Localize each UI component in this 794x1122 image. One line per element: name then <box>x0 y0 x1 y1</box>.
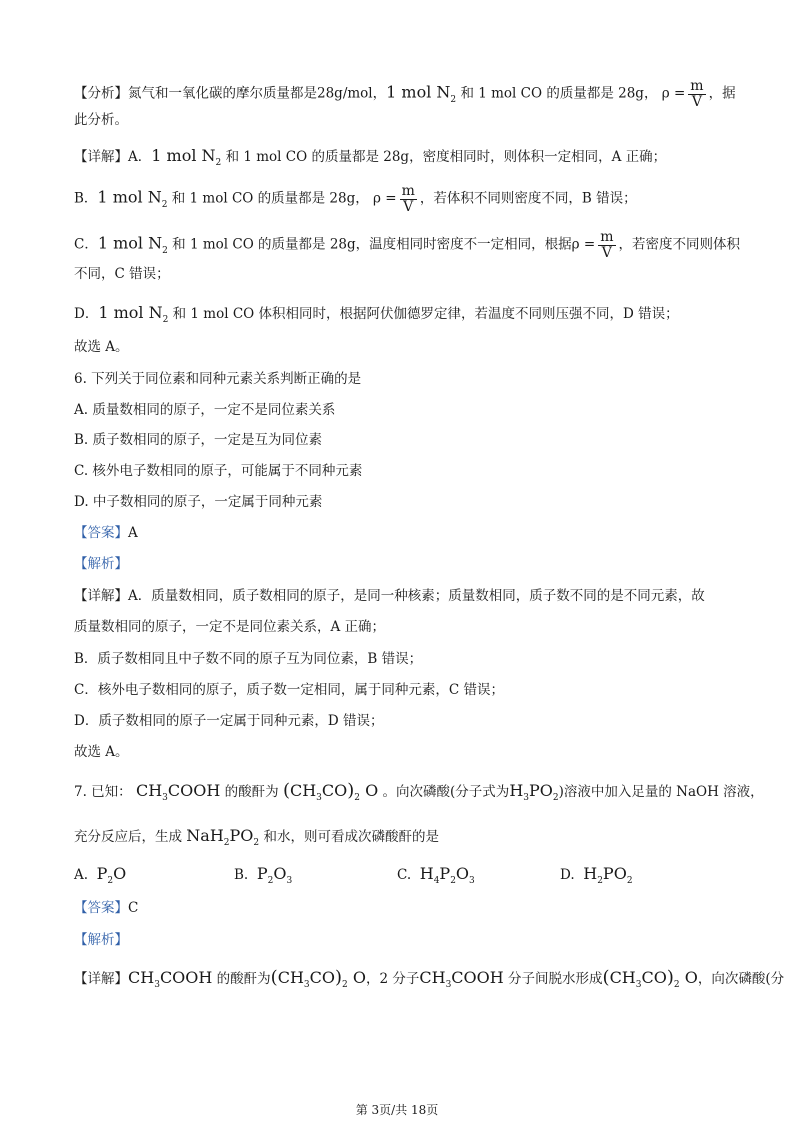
q6-option-d: D. 中子数相同的原子，一定属于同种元素 <box>74 494 323 510</box>
q6-stem: 6. 下列关于同位素和同种元素关系判断正确的是 <box>74 371 362 387</box>
q6-option-b: B. 质子数相同的原子，一定是互为同位素 <box>74 432 323 448</box>
analysis-line-2: 此分析。 <box>74 112 128 128</box>
q6-detail-4: C．核外电子数相同的原子，质子数一定相同，属于同种元素，C 错误； <box>74 682 504 698</box>
q7-explain-label: 【解析】 <box>74 932 128 948</box>
q7-option-a: A. $P_2O$ <box>74 864 127 886</box>
q6-detail-3: B．质子数相同且中子数不同的原子互为同位素，B 错误； <box>74 651 423 667</box>
q6-option-a: A. 质量数相同的原子，一定不是同位素关系 <box>74 402 336 418</box>
q5-detail-d: D．1 mol $N_2$ 和 1 mol CO 体积相同时，根据阿伏伽德罗定律，若温度不同则压强不同，D 错误； <box>74 303 679 325</box>
q6-detail-1: 【详解】A．质量数相同，质子数相同的原子，是同一种核素；质量数相同，质子数不同的是不同元素，故 <box>74 588 705 604</box>
q6-detail-5: D．质子数相同的原子一定属于同种元素，D 错误； <box>74 713 384 729</box>
q5-detail-c: C．1 mol $N_2$ 和 1 mol CO 的质量都是 28g，温度相同时密度不一定相同，根据ρ = $\frac{m}{V}$ ，若密度不同则体积 <box>74 229 740 261</box>
q5-detail-b: B．1 mol $N_2$ 和 1 mol CO 的质量都是 28g， ρ = $\frac{m}{V}$ ，若体积不同则密度不同，B 错误； <box>74 183 637 215</box>
q7-stem-1: 7. 已知： $CH_3COOH$ 的酸酐为 $(CH_3CO)_2$ O 。向次磷酸(分子式为$H_3PO_2$)溶液中加入足量的 NaOH 溶液， <box>74 780 764 803</box>
q7-option-d: D. $H_2PO_2$ <box>560 864 633 886</box>
q6-answer: 【答案】A <box>74 525 138 541</box>
q6-explain-label: 【解析】 <box>74 556 128 572</box>
page-footer: 第 3页/共 18页 <box>355 1103 439 1117</box>
q5-choose: 故选 A。 <box>74 339 129 355</box>
fraction-m-over-v: $\frac{m}{V}$ <box>690 78 704 110</box>
q5-detail-a: 【详解】A．1 mol $N_2$ 和 1 mol CO 的质量都是 28g，密度相同时，则体积一定相同，A 正确； <box>74 146 667 168</box>
fraction-m-over-v: $\frac{m}{V}$ <box>401 183 415 215</box>
analysis-line-1: 【分析】氮气和一氧化碳的摩尔质量都是28g/mol，1 mol $N_2$ 和 1 mol CO 的质量都是 28g， ρ = $\frac{m}{V}$ ，据 <box>74 78 736 110</box>
fraction-m-over-v: $\frac{m}{V}$ <box>600 229 614 261</box>
q6-choose: 故选 A。 <box>74 744 129 760</box>
q7-option-c: C. $H_4P_2O_3$ <box>397 864 475 886</box>
q7-stem-2: 充分反应后，生成 $NaH_2PO_2$ 和水，则可看成次磷酸酐的是 <box>74 826 439 848</box>
q6-option-c: C. 核外电子数相同的原子，可能属于不同种元素 <box>74 463 363 479</box>
q5-detail-c-2: 不同，C 错误； <box>74 266 170 282</box>
q7-option-b: B. $P_2O_3$ <box>234 864 293 886</box>
q6-detail-2: 质量数相同的原子，一定不是同位素关系，A 正确； <box>74 619 386 635</box>
q7-answer: 【答案】C <box>74 900 139 916</box>
q7-detail-1: 【详解】$CH_3COOH$ 的酸酐为$(CH_3CO)_2$ O，2 分子$CH_3COOH$ 分子间脱水形成$(CH_3CO)_2$ O，向次磷酸(分 <box>74 967 785 990</box>
